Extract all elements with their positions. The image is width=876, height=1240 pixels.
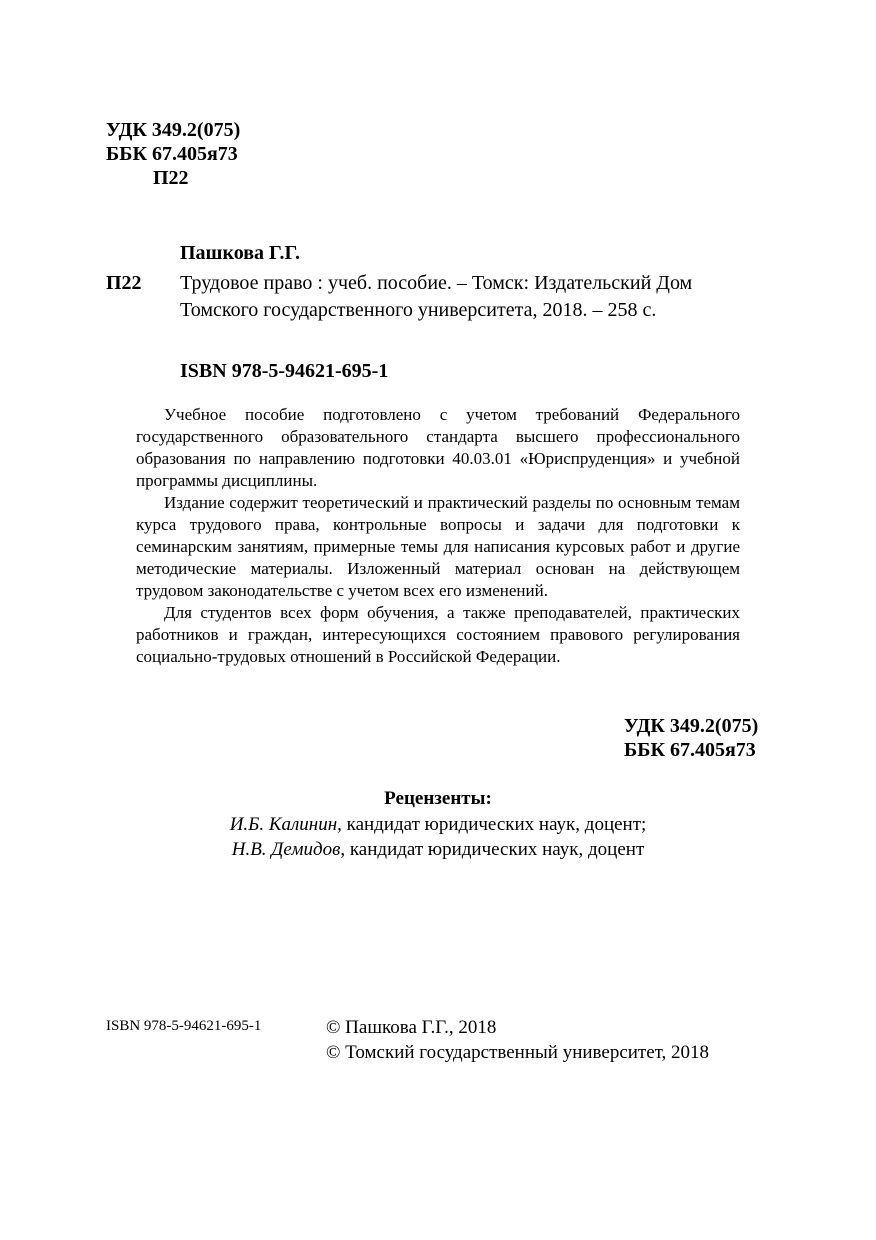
bbk-code: ББК 67.405я73 (106, 143, 238, 165)
catalog-isbn: ISBN 978-5-94621-695-1 (180, 360, 389, 382)
reviewers-title: Рецензенты: (384, 788, 492, 809)
reviewer-name: И.Б. Калинин (229, 814, 338, 835)
annotation-paragraph: Для студентов всех форм обучения, а также преподавателей, практических работников и граждан, интересующихся состоянием правового регулирования социально-трудовых отношений в Российской Федерации. (136, 603, 740, 666)
reviewer-entry (0, 837, 876, 862)
udk-code: УДК 349.2(075) (624, 715, 759, 737)
annotation-paragraph: Издание содержит теоретический и практический разделы по основным темам курса трудового права, контрольные вопросы и задачи для подготовки к семинарским занятиям, примерные темы для написания курсовых работ и другие методические материалы. Изложенный материал основан на действующем трудовом законодательстве с учетом всех его изменений. (136, 493, 740, 600)
copyright-university: © Томский государственный университет, 2018 (326, 1042, 710, 1063)
reviewer-entry (0, 812, 876, 837)
udk-code: УДК 349.2(075) (106, 119, 241, 141)
reviewers-list (0, 812, 876, 862)
copyright-block (326, 1015, 709, 1065)
catalog-author: Пашкова Г.Г. (180, 242, 300, 264)
catalog-description: Трудовое право : учеб. пособие. – Томск: Издательский Дом Томского государственного университета, 2018. – 258 с. (180, 272, 693, 321)
author-mark: П22 (153, 167, 189, 189)
footer-isbn: ISBN 978-5-94621-695-1 (106, 1018, 262, 1034)
bbk-code: ББК 67.405я73 (624, 739, 756, 761)
reviewer-role: , кандидат юридических наук, доцент (340, 839, 645, 860)
reviewer-name: Н.В. Демидов (231, 839, 341, 860)
copyright-author: © Пашкова Г.Г., 2018 (326, 1017, 497, 1038)
annotation (136, 404, 740, 668)
classification-codes-bottom (624, 714, 758, 762)
catalog-author-mark: П22 (106, 272, 142, 294)
reviewer-role: , кандидат юридических наук, доцент; (337, 814, 647, 835)
annotation-paragraph: Учебное пособие подготовлено с учетом требований Федерального государственного образовательного стандарта высшего профессионального образования по направлению подготовки 40.03.01 «Юриспруденция» и учебной программы дисциплины. (136, 405, 740, 490)
classification-codes-top (106, 118, 240, 190)
